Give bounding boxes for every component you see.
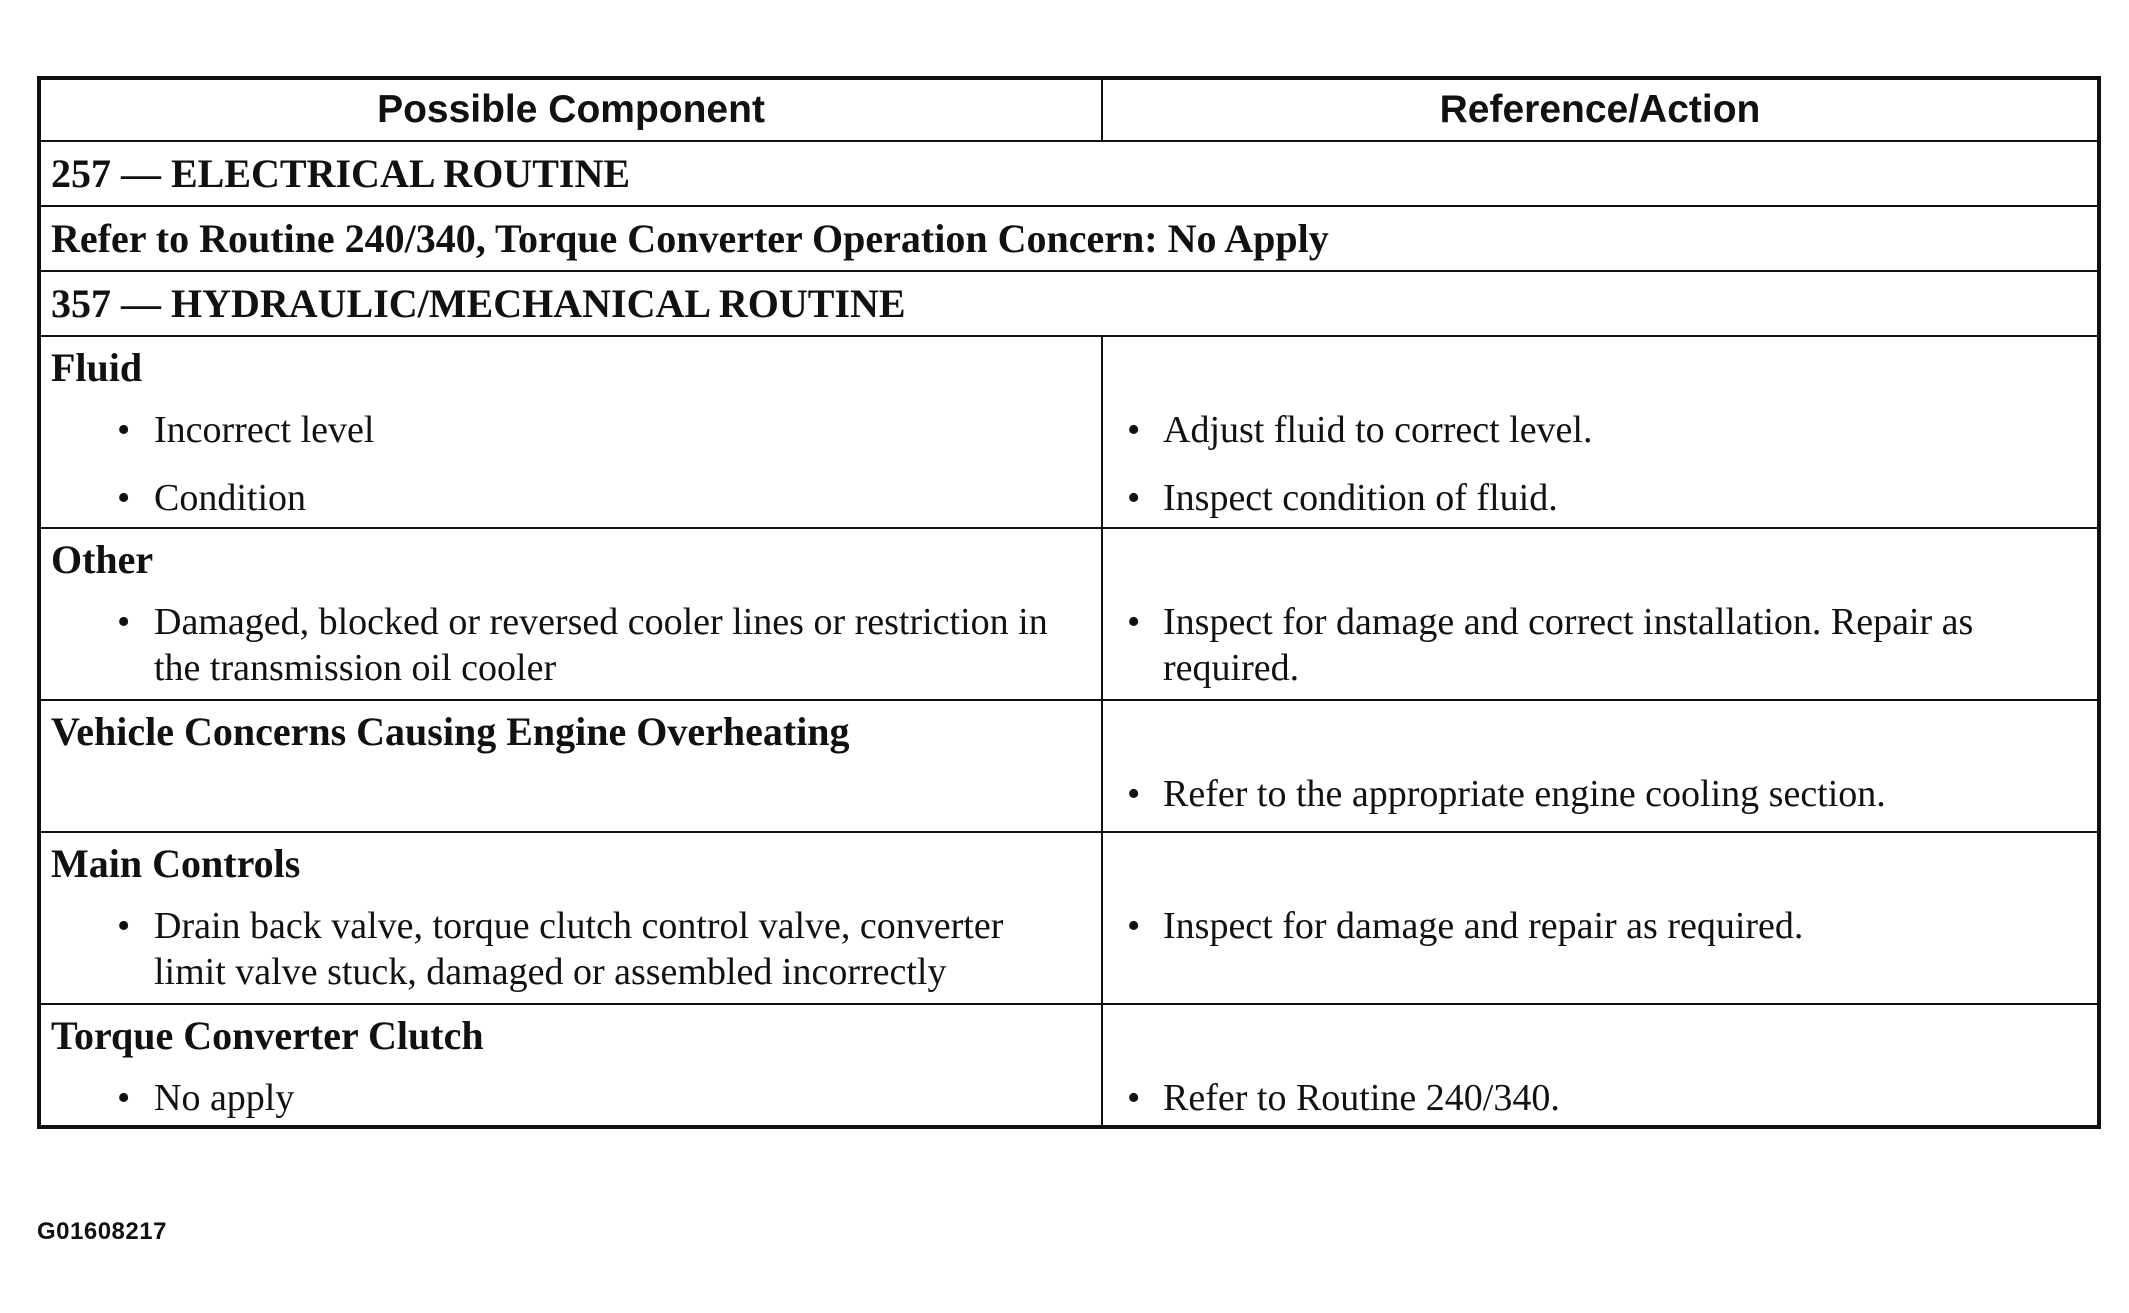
component-item: [41, 1075, 1101, 1121]
bullet-icon: •: [1127, 477, 1141, 519]
section-title-main-controls: Main Controls: [51, 841, 301, 886]
bullet-icon: •: [1127, 409, 1141, 451]
section-other-component-cell: [39, 528, 1102, 700]
section-row-torque-converter-clutch: [39, 1004, 2099, 1127]
section-title-fluid: Fluid: [51, 345, 143, 390]
component-text: Condition: [154, 477, 307, 519]
section-title-torque-converter-clutch: Torque Converter Clutch: [51, 1013, 484, 1058]
section-title-other: Other: [51, 537, 154, 582]
routine-row-electrical: [39, 141, 2099, 206]
header-reference-action: Reference/Action: [1102, 78, 2099, 141]
component-item: [41, 903, 1101, 995]
action-item: [1103, 1075, 2097, 1121]
section-row-fluid: [39, 336, 2099, 528]
action-list: [1103, 1075, 2097, 1121]
header-possible-component: Possible Component: [39, 78, 1102, 141]
action-item: [1103, 599, 2097, 691]
component-item: [41, 407, 1101, 453]
component-text: Drain back valve, torque clutch control valve, converter limit valve stuck, damaged or assembled incorrectly: [154, 905, 1004, 993]
diagnosis-table: [37, 76, 2101, 1129]
action-list: [1103, 771, 2097, 817]
bullet-icon: •: [117, 601, 131, 643]
action-list: [1103, 599, 2097, 691]
section-vehicle-concerns-action-cell: [1102, 700, 2099, 832]
action-item: [1103, 475, 2097, 521]
action-item: [1103, 903, 2097, 949]
action-item: [1103, 771, 2097, 817]
section-row-main-controls: [39, 832, 2099, 1004]
header-row: [39, 78, 2099, 141]
action-text: Refer to the appropriate engine cooling section.: [1163, 773, 1886, 815]
section-title-vehicle-concerns: Vehicle Concerns Causing Engine Overheating: [51, 709, 850, 754]
routine-electrical-title: 257 — ELECTRICAL ROUTINE: [39, 141, 2099, 206]
component-text: No apply: [154, 1077, 295, 1119]
component-text: Damaged, blocked or reversed cooler lines or restriction in the transmission oil cooler: [154, 601, 1048, 689]
bullet-icon: •: [1127, 773, 1141, 815]
routine-row-hydraulic: [39, 271, 2099, 336]
component-list: [41, 407, 1101, 521]
section-main-controls-action-cell: [1102, 832, 2099, 1004]
routine-refer-text: Refer to Routine 240/340, Torque Converter Operation Concern: No Apply: [39, 206, 2099, 271]
bullet-icon: •: [117, 905, 131, 947]
bullet-icon: •: [1127, 601, 1141, 643]
figure-id-label: G01608217: [37, 1218, 167, 1245]
section-main-controls-component-cell: [39, 832, 1102, 1004]
action-text: Inspect condition of fluid.: [1163, 477, 1558, 519]
action-text: Inspect for damage and repair as required.: [1163, 905, 1804, 947]
action-list: [1103, 407, 2097, 521]
section-fluid-action-cell: [1102, 336, 2099, 528]
section-other-action-cell: [1102, 528, 2099, 700]
bullet-icon: •: [1127, 1077, 1141, 1119]
component-list: [41, 1075, 1101, 1121]
section-row-other: [39, 528, 2099, 700]
component-item: [41, 475, 1101, 521]
action-text: Inspect for damage and correct installation. Repair as required.: [1163, 601, 1974, 689]
bullet-icon: •: [117, 1077, 131, 1119]
component-list: [41, 903, 1101, 995]
bullet-icon: •: [117, 409, 131, 451]
section-vehicle-concerns-component-cell: [39, 700, 1102, 832]
bullet-icon: •: [117, 477, 131, 519]
section-tcc-component-cell: [39, 1004, 1102, 1127]
section-fluid-component-cell: [39, 336, 1102, 528]
bullet-icon: •: [1127, 905, 1141, 947]
action-text: Refer to Routine 240/340.: [1163, 1077, 1560, 1119]
routine-hydraulic-title: 357 — HYDRAULIC/MECHANICAL ROUTINE: [39, 271, 2099, 336]
routine-row-refer: [39, 206, 2099, 271]
component-item: [41, 599, 1101, 691]
action-text: Adjust fluid to correct level.: [1163, 409, 1593, 451]
component-list: [41, 599, 1101, 691]
action-list: [1103, 903, 2097, 949]
section-row-vehicle-concerns: [39, 700, 2099, 832]
component-text: Incorrect level: [154, 409, 375, 451]
section-tcc-action-cell: [1102, 1004, 2099, 1127]
action-item: [1103, 407, 2097, 453]
